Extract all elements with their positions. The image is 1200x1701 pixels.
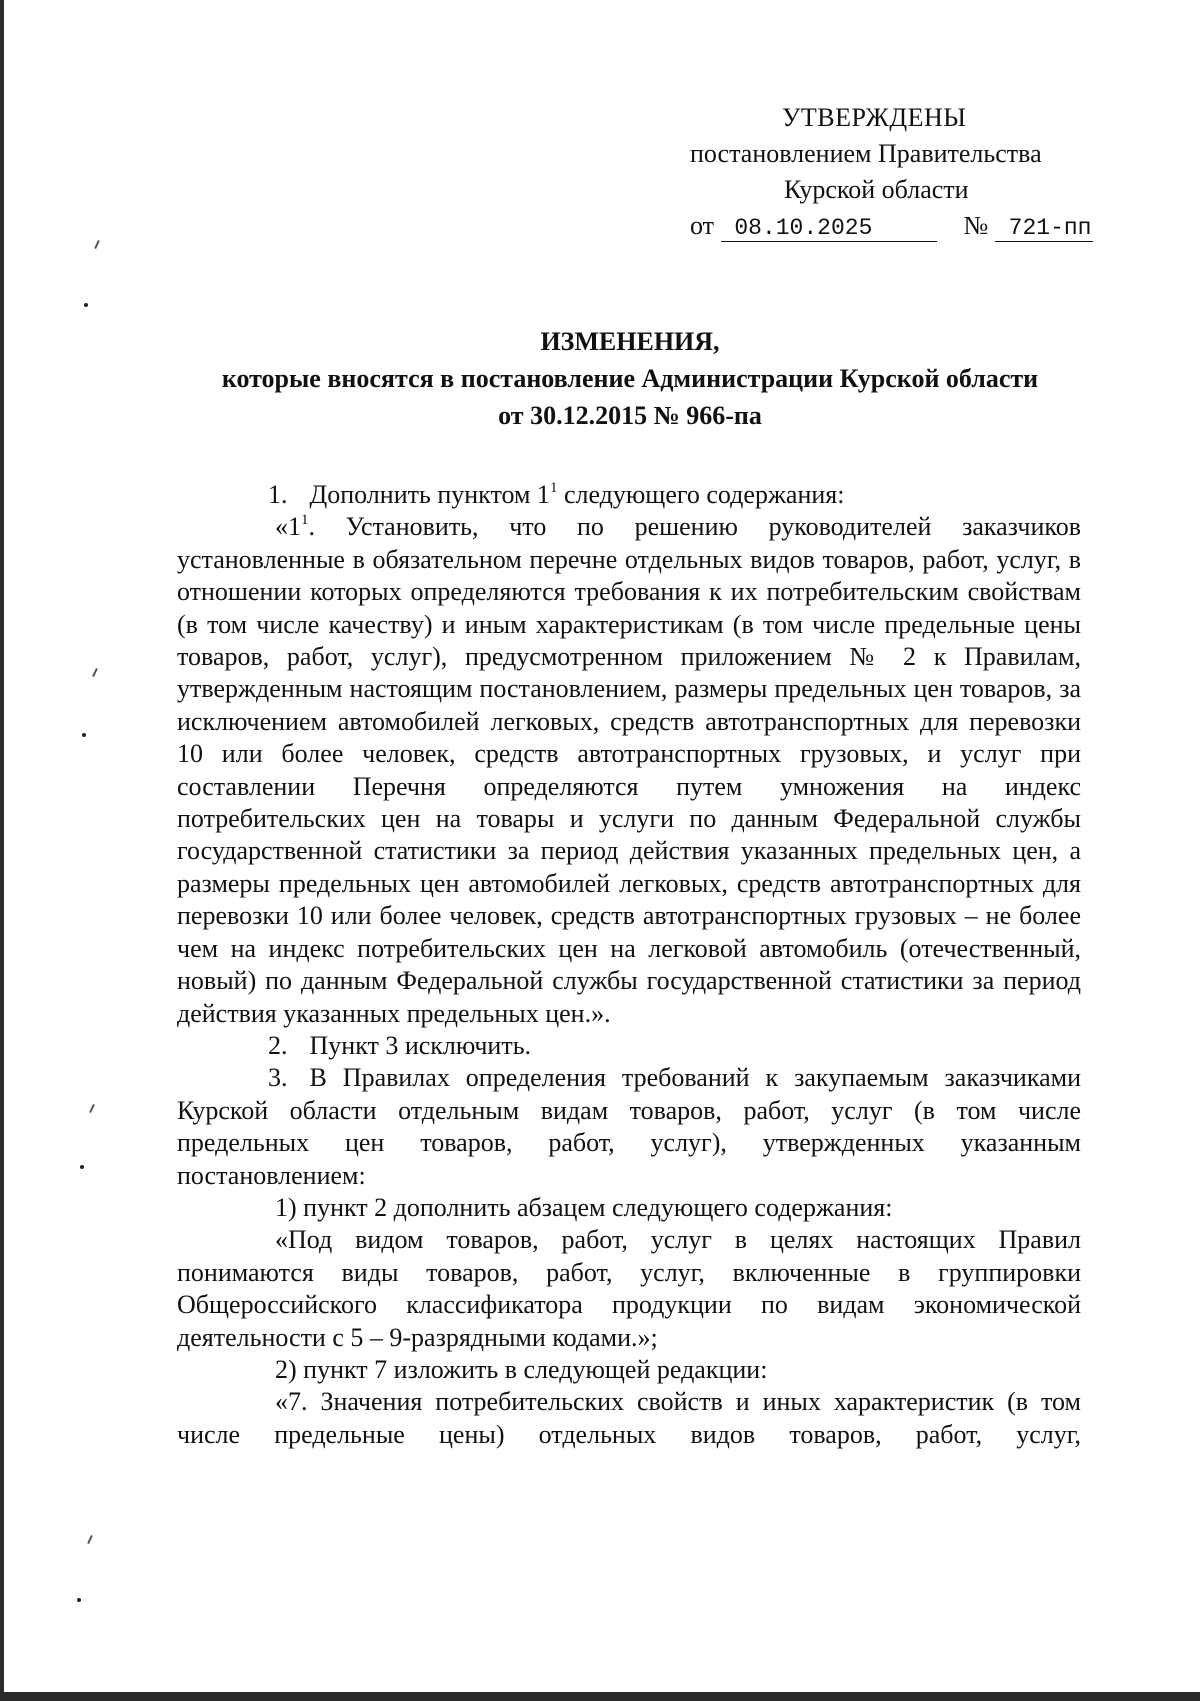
quote-prefix: «1 bbox=[275, 512, 301, 542]
approval-date-value: 08.10.2025 bbox=[734, 215, 873, 241]
approval-line-2: Курской области bbox=[784, 175, 969, 204]
scan-left-edge bbox=[0, 0, 4, 1701]
scan-artifact bbox=[87, 1535, 93, 1544]
item-3-number: 3. bbox=[268, 1063, 288, 1093]
item-1-superscript: 1 bbox=[549, 480, 558, 496]
sub-2-number: 2) bbox=[275, 1354, 297, 1384]
item-1-number: 1. bbox=[268, 480, 288, 509]
paragraph-item-2 bbox=[177, 1030, 1081, 1062]
item-2-text: Пункт 3 исключить. bbox=[309, 1030, 532, 1060]
approval-date-line bbox=[690, 208, 1092, 244]
quote-superscript: 1 bbox=[301, 512, 309, 529]
title-reference: от 30.12.2015 № 966-па bbox=[498, 401, 762, 430]
approval-block bbox=[690, 100, 1092, 244]
sub-2-text: пункт 7 изложить в следующей редакции: bbox=[303, 1354, 768, 1384]
document-title bbox=[180, 323, 1080, 434]
scan-artifact bbox=[80, 1165, 84, 1169]
item-1-text-after: следующего содержания: bbox=[557, 480, 845, 509]
scan-artifact bbox=[84, 303, 88, 307]
title-main: ИЗМЕНЕНИЯ, bbox=[540, 327, 720, 356]
paragraph-sub-1-quote: «Под видом товаров, работ, услуг в целях настоящих Правил понимаются виды товаров, работ, услуг, включенные в группировки Общероссийского классификатора продукции по видам экономической деятельности с 5 – 9-разрядными кодами.»; bbox=[177, 1225, 1081, 1352]
approval-heading: УТВЕРЖДЕНЫ bbox=[782, 103, 967, 132]
scan-artifact bbox=[94, 240, 100, 249]
title-subtitle: которые вносятся в постановление Администрации Курской области bbox=[221, 364, 1039, 393]
number-prefix: № bbox=[963, 211, 989, 240]
paragraph-sub-2-quote: «7. Значения потребительских свойств и иных характеристик (в том числе предельные цены) отдельных видов товаров, работ, услуг, bbox=[177, 1387, 1081, 1449]
sub-1-number: 1) bbox=[275, 1192, 297, 1222]
paragraph-item-1 bbox=[177, 479, 1081, 511]
approval-date bbox=[721, 215, 937, 242]
paragraph-sub-1 bbox=[177, 1192, 1081, 1224]
scan-artifact bbox=[89, 1104, 95, 1113]
item-2-number: 2. bbox=[268, 1030, 288, 1060]
paragraph-item-1-quote bbox=[177, 511, 1081, 1030]
scan-bottom-edge bbox=[0, 1692, 1200, 1701]
date-prefix: от bbox=[690, 211, 715, 240]
approval-number bbox=[995, 215, 1093, 242]
approval-line-1: постановлением Правительства bbox=[690, 139, 1042, 168]
scan-artifact bbox=[77, 1598, 81, 1602]
document-body bbox=[177, 479, 1081, 1451]
paragraph-item-3 bbox=[177, 1062, 1081, 1192]
approval-number-value: 721-пп bbox=[1008, 215, 1092, 241]
quote-text: . Установить, что по решению руководителей заказчиков установленные в обязательном перечне отдельных видов товаров, работ, услуг, в отношении которых определяются требования к их потребительским свойствам (в том числе качеству) и иным характеристикам (в том числе предельные цены товаров, работ, услуг), предусмотренном приложением № 2 к Правилам, утвержденным настоящим постановлением, размеры предельных цен товаров, за исключением автомобилей легковых, средств автотранспортных для перевозки 10 или более человек, средств автотранспортных грузовых, и услуг при составлении Перечня определяются путем умножения на индекс потребительских цен на товары и услуги по данным Федеральной службы государственной статистики за период действия указанных предельных цен, а размеры предельных цен автомобилей легковых, средств автотранспортных для перевозки 10 или более человек, средств автотранспортных грузовых – не более чем на индекс потребительских цен на легковой автомобиль (отечественный, новый) по данным Федеральной службы государственной статистики за период действия указанных предельных цен.». bbox=[177, 512, 1081, 1028]
item-3-text: В Правилах определения требований к закупаемым заказчиками Курской области отдельным видам товаров, работ, услуг (в том числе предельных цен товаров, работ, услуг), утвержденных указанным постановлением: bbox=[177, 1063, 1081, 1190]
sub-1-text: пункт 2 дополнить абзацем следующего содержания: bbox=[303, 1192, 893, 1222]
paragraph-sub-2 bbox=[177, 1354, 1081, 1386]
item-1-text: Дополнить пунктом 1 bbox=[309, 480, 550, 509]
scan-artifact bbox=[92, 668, 98, 677]
scan-artifact bbox=[82, 733, 86, 737]
